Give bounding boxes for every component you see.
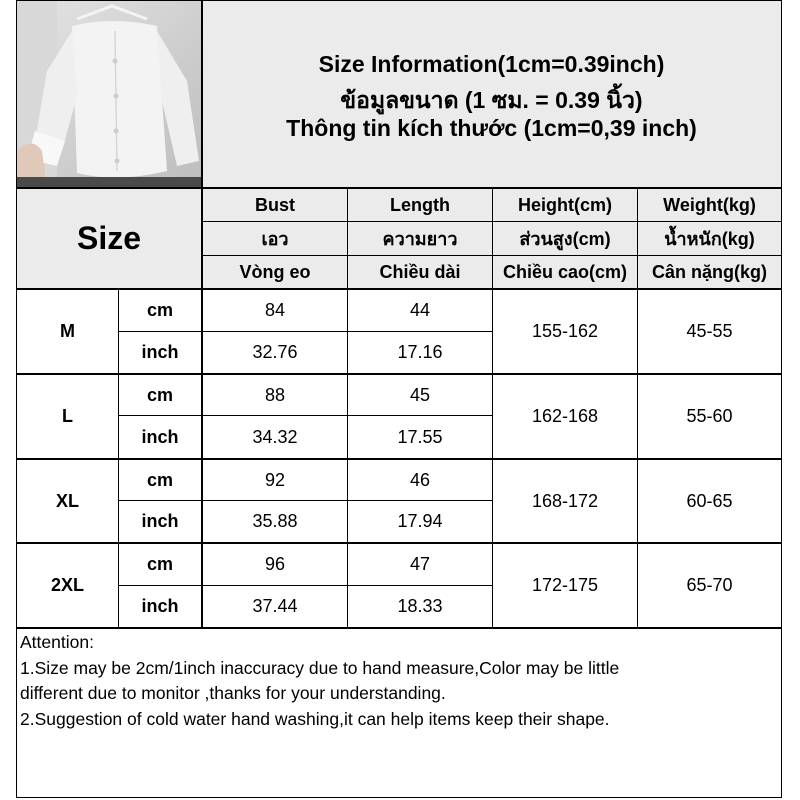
weight-range-m: 45-55 [686, 321, 733, 341]
attention-line-1: 1.Size may be 2cm/1inch inaccuracy due to hand measure,Color may be little [20, 657, 620, 678]
unit-inch: inch [141, 342, 179, 362]
weight-range-2xl: 65-70 [686, 575, 733, 595]
height-range-2xl: 172-175 [531, 575, 599, 595]
length-header-th: ความยาว [382, 229, 458, 249]
weight-header-th: น้ำหนัก(kg) [664, 229, 755, 249]
size-label-l: L [62, 406, 73, 426]
title-thai: ข้อมูลขนาด (1 ซม. = 0.39 นิ้ว) [340, 87, 643, 113]
bust-cm-m: 84 [264, 300, 286, 320]
attention-heading: Attention: [20, 632, 94, 652]
size-label-2xl: 2XL [50, 575, 84, 595]
unit-inch: inch [141, 596, 179, 616]
length-header-vi: Chiều dài [379, 261, 461, 282]
bust-header-th: เอว [261, 229, 289, 249]
attention-notes [20, 630, 780, 732]
unit-inch: inch [141, 511, 179, 531]
unit-cm: cm [146, 469, 173, 490]
length-header-en: Length [390, 194, 450, 215]
bust-inch-m: 32.76 [252, 342, 298, 362]
bust-header-vi: Vòng eo [239, 261, 311, 282]
weight-header-en: Weight(kg) [663, 194, 756, 215]
length-cm-m: 44 [409, 300, 431, 320]
height-range-l: 162-168 [531, 406, 599, 426]
length-inch-xl: 17.94 [397, 511, 443, 531]
length-cm-2xl: 47 [409, 554, 431, 574]
size-label-xl: XL [55, 490, 79, 511]
unit-cm: cm [146, 384, 173, 405]
weight-header-vi: Cân nặng(kg) [652, 261, 767, 282]
unit-inch: inch [141, 426, 179, 447]
attention-line-3: 2.Suggestion of cold water hand washing,it can help items keep their shape. [20, 708, 610, 729]
size-column-header: Size [76, 220, 142, 256]
length-cm-l: 45 [409, 384, 431, 405]
height-range-xl: 168-172 [531, 490, 599, 511]
title-english: Size Information(1cm=0.39inch) [318, 51, 665, 77]
weight-range-l: 55-60 [686, 406, 733, 426]
length-cm-xl: 46 [409, 469, 431, 490]
bust-cm-xl: 92 [264, 469, 286, 490]
length-inch-m: 17.16 [397, 342, 443, 362]
length-inch-2xl: 18.33 [397, 596, 443, 616]
length-inch-l: 17.55 [397, 426, 443, 447]
unit-cm: cm [146, 300, 173, 320]
bust-inch-2xl: 37.44 [252, 596, 298, 616]
height-header-vi: Chiều cao(cm) [502, 261, 628, 282]
unit-cm: cm [146, 554, 173, 574]
height-header-th: ส่วนสูง(cm) [519, 229, 611, 249]
bust-inch-l: 34.32 [252, 426, 298, 447]
attention-line-2: different due to monitor ,thanks for your understanding. [20, 683, 446, 703]
bust-cm-2xl: 96 [264, 554, 286, 574]
bust-header-en: Bust [255, 194, 295, 215]
height-header-en: Height(cm) [518, 194, 612, 215]
height-range-m: 155-162 [531, 321, 599, 341]
bust-cm-l: 88 [264, 384, 286, 405]
bust-inch-xl: 35.88 [252, 511, 298, 531]
size-label-m: M [60, 321, 75, 341]
title-vietnamese: Thông tin kích thước (1cm=0,39 inch) [286, 115, 697, 141]
weight-range-xl: 60-65 [686, 490, 733, 511]
